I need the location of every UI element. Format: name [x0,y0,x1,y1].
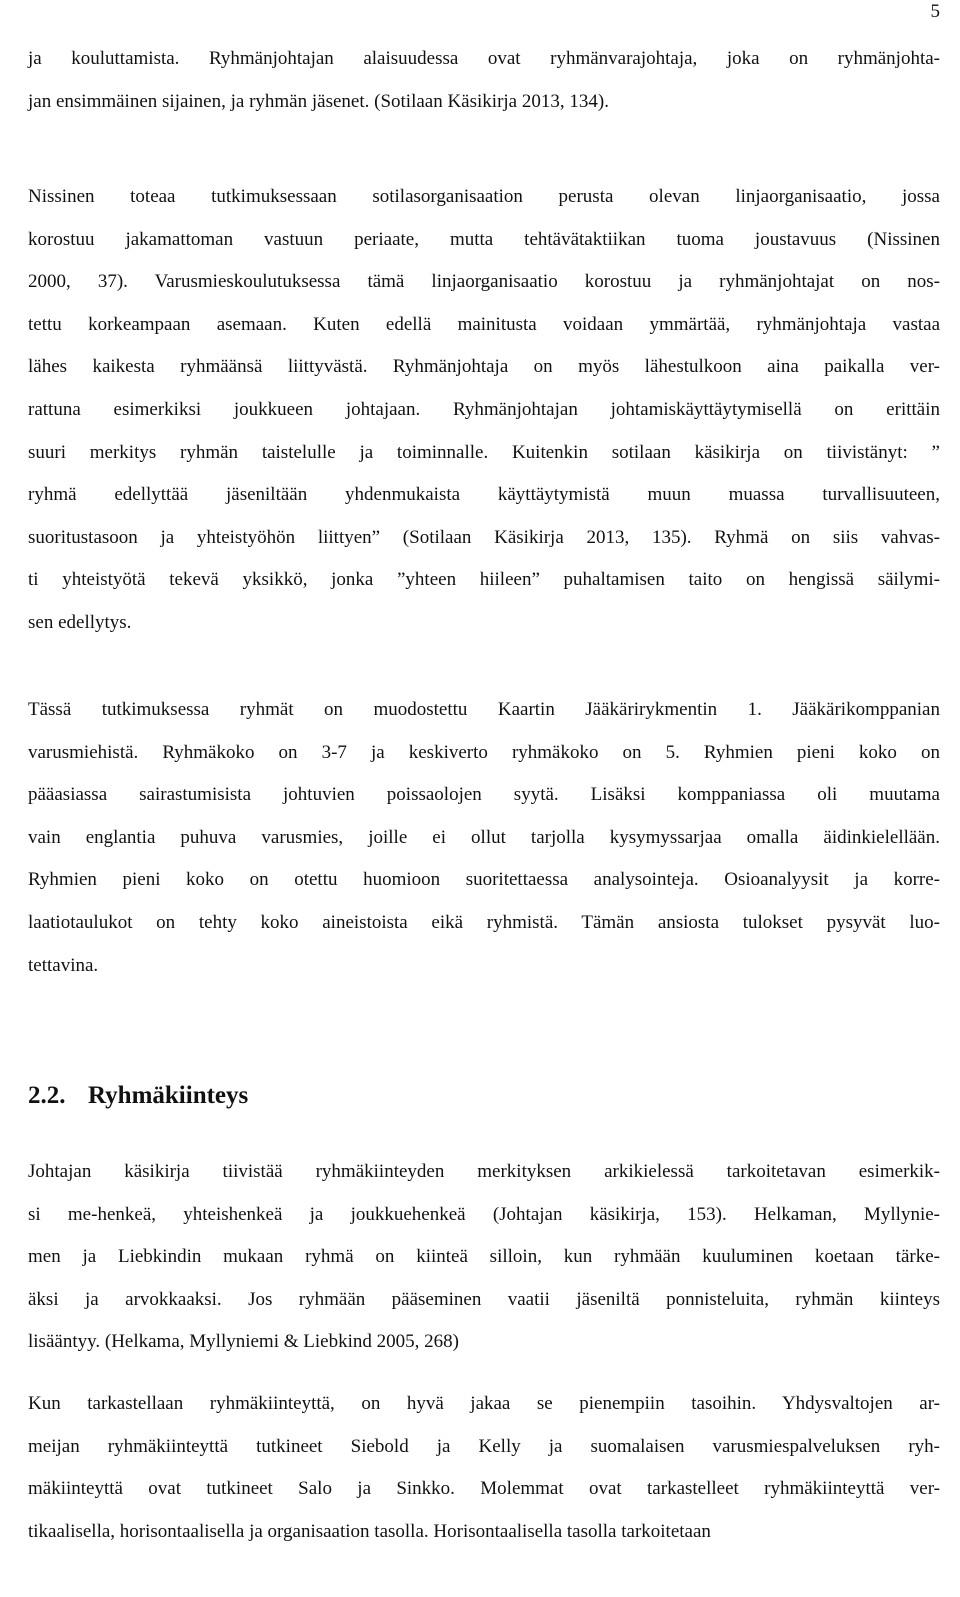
text-line: korostuu jakamattoman vastuun periaate, mutta tehtävätaktiikan tuoma joustavuus (Nissinen [28,228,940,250]
text-line: meijan ryhmäkiinteyttä tutkineet Siebold ja Kelly ja suomalaisen varusmiespalveluksen ryh- [28,1435,940,1457]
section-number: 2.2. [28,1082,66,1109]
text-line: Ryhmien pieni koko on otettu huomioon suoritettaessa analysointeja. Osioanalyysit ja korre- [28,869,940,891]
text-line: ryhmä edellyttää jäseniltään yhdenmukaista käyttäytymistä muun muassa turvallisuuteen, [28,484,940,506]
text-line: jan ensimmäinen sijainen, ja ryhmän jäsenet. (Sotilaan Käsikirja 2013, 134). [28,90,609,112]
paragraph-4 [28,1151,940,1364]
text-line: lisääntyy. (Helkama, Myllyniemi & Liebkind 2005, 268) [28,1331,459,1353]
text-line: rattuna esimerkiksi joukkueen johtajaan. Ryhmänjohtajan johtamiskäyttäytymisellä on erittäin [28,398,940,420]
text-line: tettavina. [28,954,99,976]
text-line: pääasiassa sairastumisista johtuvien poissaolojen syytä. Lisäksi komppaniassa oli muutama [28,784,940,806]
text-line: ti yhteistyötä tekevä yksikkö, jonka ”yhteen hiileen” puhaltamisen taito on hengissä säilymi- [28,569,940,591]
paragraph-5 [28,1383,940,1553]
text-line: Johtajan käsikirja tiivistää ryhmäkiinteyden merkityksen arkikielessä tarkoitetavan esimerkik- [28,1161,940,1182]
text-line: Tässä tutkimuksessa ryhmät on muodostettu Kaartin Jääkärirykmentin 1. Jääkärikomppanian [28,699,940,720]
text-line: tikaalisella, horisontaalisella ja organisaation tasolla. Horisontaalisella tasolla tarkoitetaan [28,1520,711,1542]
text-line: mäkiinteyttä ovat tutkineet Salo ja Sinkko. Molemmat ovat tarkastelleet ryhmäkiinteyttä ver- [28,1478,940,1500]
text-line: sen edellytys. [28,611,132,633]
text-line: tettu korkeampaan asemaan. Kuten edellä mainitusta voidaan ymmärtää, ryhmänjohtaja vastaa [28,313,940,335]
text-line: 2000, 37). Varusmieskoulutuksessa tämä linjaorganisaatio korostuu ja ryhmänjohtajat on nos- [28,271,940,293]
text-line: Nissinen toteaa tutkimuksessaan sotilasorganisaation perusta olevan linjaorganisaatio, jossa [28,186,940,207]
text-line: Kun tarkastellaan ryhmäkiinteyttä, on hyvä jakaa se pienempiin tasoihin. Yhdysvaltojen ar- [28,1393,940,1414]
paragraph-1 [28,38,940,123]
text-line: laatiotaulukot on tehty koko aineistoista eikä ryhmistä. Tämän ansiosta tulokset pysyvät luo- [28,911,940,933]
paragraph-2 [28,176,940,645]
text-line: si me-henkeä, yhteishenkeä ja joukkuehenkeä (Johtajan käsikirja, 153). Helkaman, Myllynie- [28,1203,940,1225]
paragraph-3 [28,689,940,987]
section-heading [28,1078,248,1114]
text-line: äksi ja arvokkaaksi. Jos ryhmään pääseminen vaatii jäseniltä ponnisteluita, ryhmän kiinteys [28,1288,940,1310]
text-line: vain englantia puhuva varusmies, joille ei ollut tarjolla kysymyssarjaa omalla äidinkielellään. [28,826,940,848]
section-title: Ryhmäkiinteys [88,1082,249,1109]
text-line: varusmiehistä. Ryhmäkoko on 3-7 ja keskiverto ryhmäkoko on 5. Ryhmien pieni koko on [28,741,940,763]
text-line: suuri merkitys ryhmän taistelulle ja toiminnalle. Kuitenkin sotilaan käsikirja on tiivistänyt: ” [28,441,940,463]
text-line: lähes kaikesta ryhmäänsä liittyvästä. Ryhmänjohtaja on myös lähestulkoon aina paikalla ver- [28,356,940,378]
text-line: suoritustasoon ja yhteistyöhön liittyen” (Sotilaan Käsikirja 2013, 135). Ryhmä on siis vahvas- [28,526,940,548]
text-line: ja kouluttamista. Ryhmänjohtajan alaisuudessa ovat ryhmänvarajohtaja, joka on ryhmänjohta- [28,48,940,69]
text-line: men ja Liebkindin mukaan ryhmä on kiinteä silloin, kun ryhmään kuuluminen koetaan tärke- [28,1246,940,1268]
page-number: 5 [930,1,940,22]
